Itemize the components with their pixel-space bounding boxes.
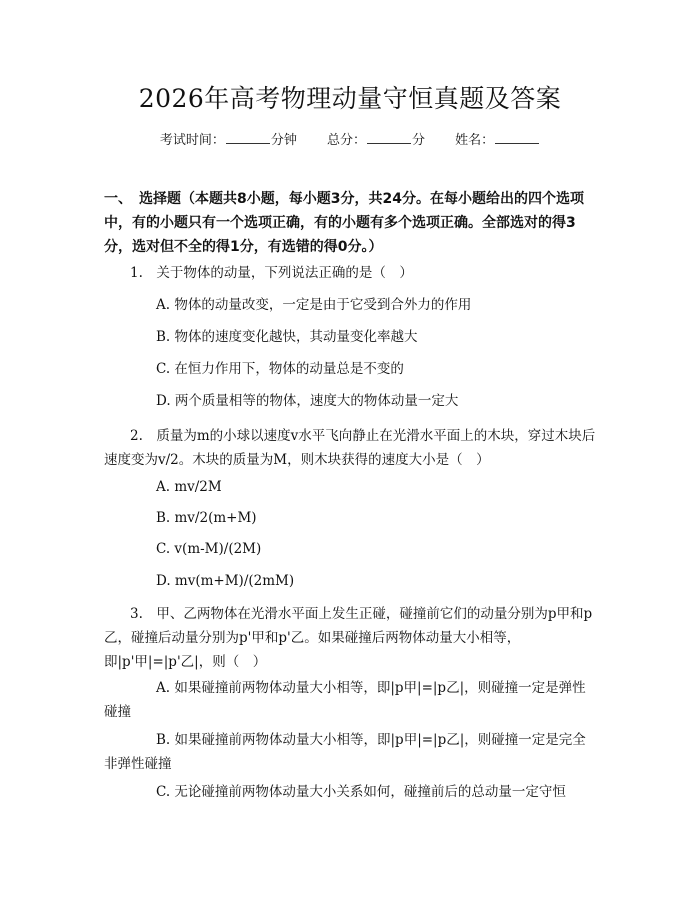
question-2-stem: 2. 质量为m的小球以速度v水平飞向静止在光滑水平面上的木块，穿过木块后速度变为v/2。木块的质量为M，则木块获得的速度大小是（ ）: [104, 428, 596, 468]
question-1-option-d: D. 两个质量相等的物体，速度大的物体动量一定大: [156, 393, 459, 409]
score-unit: 分: [412, 133, 426, 148]
score-blank[interactable]: [367, 131, 411, 144]
question-1-stem: 1. 关于物体的动量，下列说法正确的是（ ）: [130, 265, 413, 281]
question-3-option-a: A. 如果碰撞前两物体动量大小相等，即|p甲|=|p乙|，则碰撞一定是弹性碰撞: [104, 680, 586, 720]
section-heading: 一、 选择题（本题共8小题，每小题3分，共24分。在每小题给出的四个选项中，有的小题只有一个选项正确，有的小题有多个选项正确。全部选对的得3分，选对但不全的得1分，有选错的得0分。）: [104, 191, 584, 255]
question-3-option-c: C. 无论碰撞前两物体动量大小关系如何，碰撞前后的总动量一定守恒: [156, 784, 566, 800]
name-blank[interactable]: [495, 131, 539, 144]
question-2-option-c: C. v(m-M)/(2M): [156, 541, 262, 557]
time-blank[interactable]: [226, 131, 270, 144]
page-title: 2026年高考物理动量守恒真题及答案: [138, 84, 562, 113]
name-field: [455, 131, 540, 150]
time-field: [160, 131, 297, 150]
question-3-option-b: B. 如果碰撞前两物体动量大小相等，即|p甲|=|p乙|，则碰撞一定是完全非弹性碰撞: [104, 732, 586, 772]
time-unit: 分钟: [270, 133, 297, 148]
question-3-stem: 3. 甲、乙两物体在光滑水平面上发生正碰，碰撞前它们的动量分别为p甲和p乙，碰撞后动量分别为p'甲和p'乙。如果碰撞后两物体动量大小相等，即|p'甲|=|p'乙|，则（ ）: [104, 606, 593, 670]
question-1-option-a: A. 物体的动量改变，一定是由于它受到合外力的作用: [156, 297, 472, 313]
score-field: [327, 131, 425, 150]
question-2-option-a: A. mv/2M: [156, 479, 222, 495]
score-label: 总分：: [326, 133, 366, 148]
time-label: 考试时间：: [159, 133, 225, 148]
question-2-option-d: D. mv(m+M)/(2mM): [156, 573, 295, 589]
name-label: 姓名：: [455, 133, 495, 148]
question-2-option-b: B. mv/2(m+M): [156, 510, 257, 526]
exam-meta: [0, 131, 700, 150]
question-1-option-b: B. 物体的速度变化越快，其动量变化率越大: [156, 329, 418, 345]
question-1-option-c: C. 在恒力作用下，物体的动量总是不变的: [156, 361, 404, 377]
